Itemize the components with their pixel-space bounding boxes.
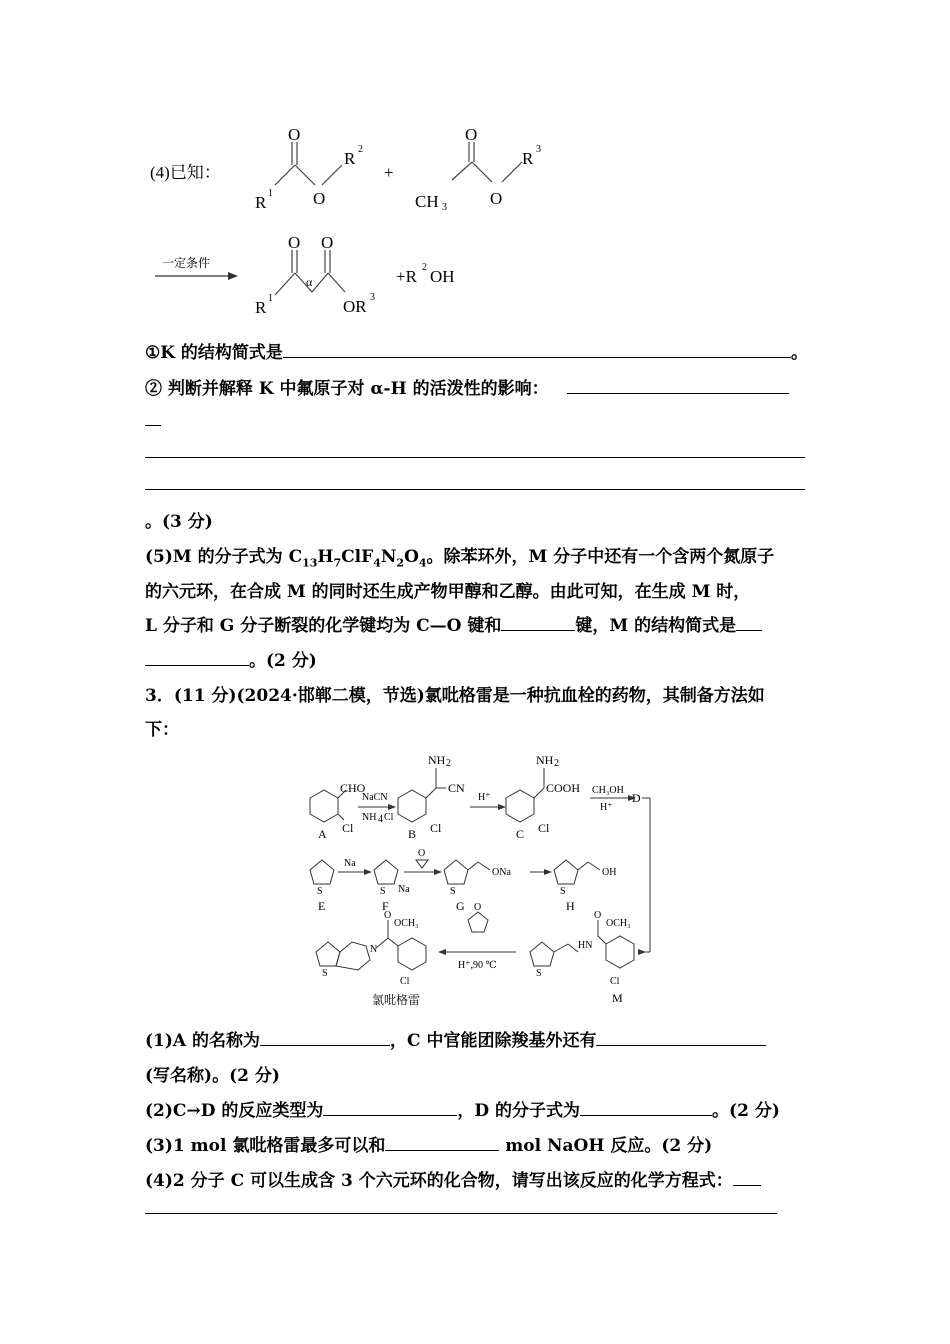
scheme-label-e: E [318,899,326,913]
known-reaction-diagram [140,120,560,325]
q5-sub-4b: 4 [418,556,427,570]
scheme-s-e: S [317,886,323,897]
scheme-na-arrow: Na [344,858,356,869]
q3-p2-text2: ，D 的分子式为 [457,1101,581,1121]
q4-r1-sup: 1 [268,188,273,199]
q3-p4-blank-line2[interactable] [145,1213,777,1214]
scheme-nh2-c: NH [536,753,554,767]
q4-condition: 一定条件 [162,256,211,270]
q4-item2 [145,374,789,399]
q3-p2-text: (2)C→D 的反应类型为 [145,1101,324,1121]
q4-item2-end: 。(3 分) [145,512,213,532]
q4-r3: R [522,149,534,168]
q3-p1-text2: ，C 中官能团除羧基外还有 [390,1031,597,1051]
scheme-hn: HN [578,940,593,951]
q5-sub-13: 13 [302,556,318,570]
q4-item2-blank-cont[interactable] [145,425,161,426]
q5-formula-start: (5)M 的分子式为 C [145,547,303,567]
q5-line1-rest: 。除苯环外，M 分子中还有一个含两个氮原子 [426,547,775,567]
scheme-och3-m: OCH₃ [606,918,631,929]
q5-line4-end: 。(2 分) [249,651,317,671]
q3-p2-type-blank[interactable] [323,1101,457,1116]
scheme-o-diox: O [474,902,482,913]
q3-p4-text: (4)2 分子 C 可以生成含 3 个六元环的化合物，请写出该反应的化学方程式： [145,1171,733,1191]
scheme-n-prod: N [370,944,378,955]
q5-line3-text: L 分子和 G 分子断裂的化学键均为 C—O 键和 [145,616,502,636]
q4-or3-sup: 3 [370,292,375,303]
q5-line3-rest: 键，M 的结构简式是 [575,616,737,636]
scheme-o-prod: O [384,910,392,921]
q4-r2-sup: 2 [358,144,363,155]
q4-r1: R [255,193,267,212]
q4-r3-sup: 3 [536,144,541,155]
scheme-ch3oh: CH₃OH [592,785,624,796]
q4-intro: (4)已知： [150,163,221,182]
scheme-nacn: NaCN [362,792,388,803]
q4-byproduct-sup: 2 [422,262,427,273]
q4-o-carbonyl-2: O [465,125,478,144]
scheme-label-g: G [456,899,465,913]
q4-byproduct-tail: OH [430,267,455,286]
q5-line2: 的六元环，在合成 M 的同时还生成产物甲醇和乙醇。由此可知，在生成 M 时， [145,582,751,602]
q4-o-ether-2: O [490,189,503,208]
q4-r2: R [344,149,356,168]
q3-p3-text: (3)1 mol 氯吡格雷最多可以和 [145,1136,386,1156]
q3-p2 [145,1096,780,1121]
scheme-label-m: M [612,991,623,1005]
q3-p3-end: mol NaOH 反应。(2 分) [499,1136,713,1156]
synthesis-scheme [280,740,670,1015]
q5-line1 [145,542,774,569]
q3-p1 [145,1026,766,1051]
scheme-s-m: S [536,968,542,979]
q4-item2-blank[interactable] [567,379,789,394]
scheme-cond: H⁺,90 ℃ [458,960,497,971]
q3-p2-formula-blank[interactable] [580,1101,712,1116]
scheme-label-h: H [566,899,575,913]
scheme-hplus-1: H⁺ [478,792,491,803]
q3-p3-blank[interactable] [385,1136,499,1151]
q4-item1 [145,338,808,363]
scheme-cl-a: Cl [342,821,354,835]
q4-item1-end: 。 [790,343,808,363]
scheme-d: D [632,791,641,805]
q4-byproduct: +R [396,267,417,286]
q4-item1-blank[interactable] [283,343,791,358]
q4-alpha: α [306,275,313,289]
q3-p1-name-blank[interactable] [260,1031,390,1046]
scheme-cooh: COOH [546,781,581,795]
scheme-label-a: A [318,827,327,841]
q5-h: H [317,547,334,567]
q4-or3: OR [343,297,367,316]
scheme-cho: CHO [340,781,366,795]
q5-bond-blank[interactable] [501,616,575,631]
scheme-nh4cl-sub: 4 [378,814,383,825]
scheme-cl-prod: Cl [400,976,410,987]
q4-item1-text: ①K 的结构简式是 [145,343,283,363]
scheme-hplus-2: H⁺ [600,802,613,813]
q5-sub-2: 2 [396,556,405,570]
q5-n: N [380,547,397,567]
scheme-s-h: S [560,886,566,897]
q3-p2-end: 。(2 分) [712,1101,780,1121]
q4-item2-blank-line3[interactable] [145,489,805,490]
q4-item2-blank-line2[interactable] [145,457,805,458]
scheme-cl-m: Cl [610,976,620,987]
scheme-label-f: F [382,899,389,913]
scheme-cl-c: Cl [538,821,550,835]
q3-header-2: 下： [145,720,179,740]
q4-ch3-sub: 3 [442,202,447,213]
scheme-cl-b: Cl [430,821,442,835]
scheme-label-b: B [408,827,417,841]
scheme-label-c: C [516,827,525,841]
scheme-oh: OH [602,867,617,878]
scheme-s-g: S [450,886,456,897]
q3-p4-blank[interactable] [733,1171,761,1186]
q3-p1-group-blank[interactable] [596,1031,766,1046]
q4-prod-o2: O [321,233,334,252]
q5-clf: ClF [341,547,374,567]
q3-p4 [145,1166,761,1191]
q4-prod-r1: R [255,298,267,317]
scheme-nh2-b-sub: 2 [446,758,451,769]
q5-o: O [404,547,419,567]
scheme-na-f: Na [398,884,410,895]
scheme-nh2-c-sub: 2 [554,758,559,769]
q4-prod-o1: O [288,233,301,252]
q4-ch3: CH [415,192,439,211]
q5-structure-blank[interactable] [736,616,762,631]
scheme-nh4cl: NH [362,812,377,823]
q5-structure-blank-cont[interactable] [145,651,249,666]
scheme-nh2-b: NH [428,753,446,767]
scheme-ona: ONa [492,867,511,878]
q4-plus: + [384,163,394,182]
q3-p1-text: (1)A 的名称为 [145,1031,261,1051]
q5-sub-7: 7 [333,556,342,570]
scheme-s-f: S [380,886,386,897]
q5-line3 [145,611,762,636]
q4-o-carbonyl-1: O [288,125,301,144]
q3-p3 [145,1131,712,1156]
scheme-o-m: O [594,910,602,921]
scheme-s-prod: S [322,968,328,979]
scheme-och3-prod: OCH₃ [394,918,419,929]
q3-p1-cont: (写名称)。(2 分) [145,1066,280,1086]
q4-o-ether-1: O [313,189,326,208]
q4-item2-text: ② 判断并解释 K 中氟原子对 α-H 的活泼性的影响： [145,379,549,399]
scheme-product-name: 氯吡格雷 [372,993,421,1007]
q3-header: 3．(11 分)(2024·邯郸二模，节选)氯吡格雷是一种抗血栓的药物，其制备方法如 [145,686,765,706]
q4-prod-r1-sup: 1 [268,293,273,304]
q5-sub-4a: 4 [373,556,381,570]
scheme-nh4cl-tail: Cl [384,812,394,823]
q5-line4 [145,646,317,671]
scheme-o-epoxide: O [418,848,426,859]
scheme-cn: CN [448,781,465,795]
